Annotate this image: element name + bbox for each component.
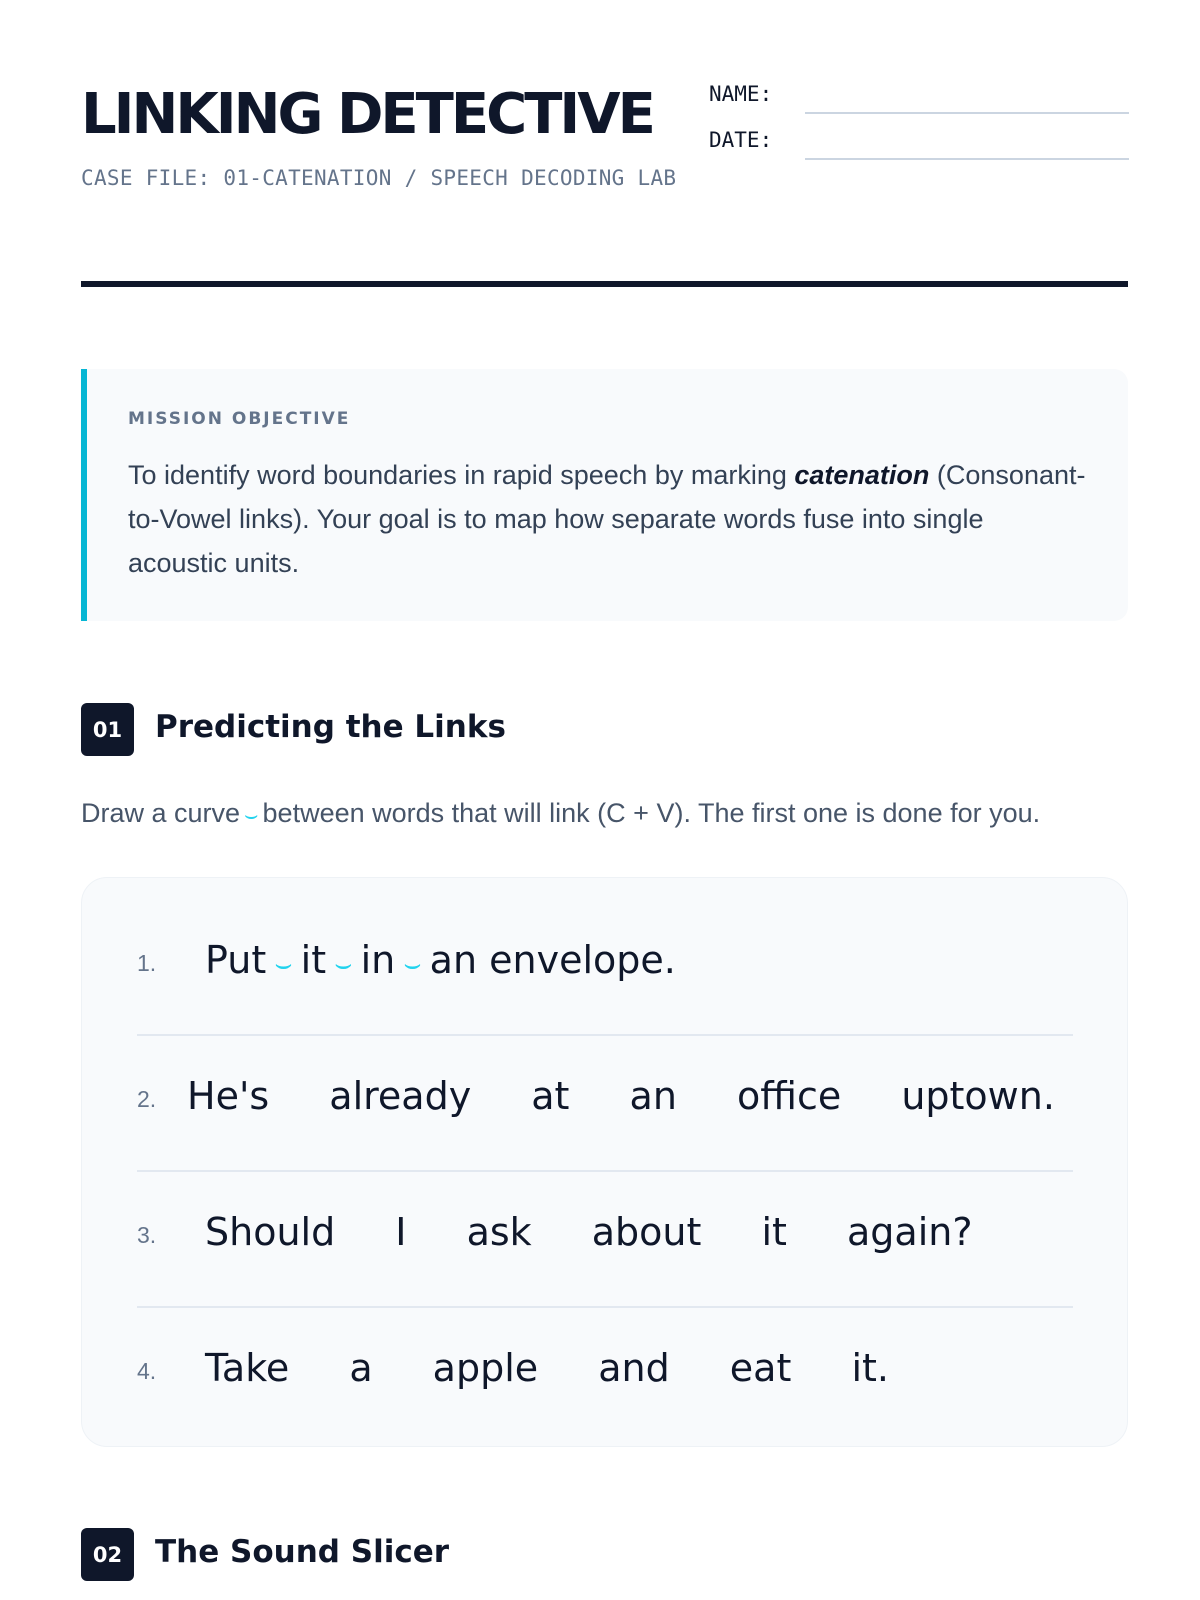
sentence[interactable]: He's already at an office uptown. [187, 1074, 1055, 1118]
link-curve-icon: ⌣ [334, 947, 353, 980]
word: an [429, 938, 478, 982]
word: envelope. [489, 938, 676, 982]
section-1-instructions [81, 798, 1131, 829]
item-number: 4. [137, 1358, 157, 1384]
date-line[interactable] [805, 158, 1129, 160]
link-curve-icon: ⌣ [244, 802, 259, 827]
page-title: LINKING DETECTIVE [81, 82, 653, 147]
mission-text [128, 453, 1088, 585]
word: it [300, 938, 327, 982]
item-number: 1. [137, 950, 157, 976]
date-field[interactable] [709, 126, 1129, 160]
exercise-row [137, 900, 1073, 1036]
exercise-row [137, 1036, 1073, 1172]
mission-objective-box [81, 369, 1128, 621]
instructions-before: Draw a curve [81, 798, 241, 828]
word: in [360, 938, 396, 982]
item-number: 2. [137, 1086, 157, 1112]
date-label: DATE: [709, 128, 773, 152]
exercise-card [81, 877, 1128, 1447]
link-curve-icon: ⌣ [274, 947, 293, 980]
section-title: The Sound Slicer [155, 1534, 450, 1570]
section-title: Predicting the Links [155, 709, 506, 745]
name-label: NAME: [709, 82, 773, 106]
instructions-after: between words that will link (C + V). The first one is done for you. [262, 798, 1041, 828]
word: Put [205, 938, 267, 982]
exercise-row [137, 1172, 1073, 1308]
mission-label: MISSION OBJECTIVE [128, 409, 351, 429]
item-number: 3. [137, 1222, 157, 1248]
name-field[interactable] [709, 80, 1129, 114]
sentence[interactable] [205, 938, 676, 982]
section-number-badge: 01 [81, 703, 134, 756]
sentence[interactable]: Should I ask about it again? [205, 1210, 973, 1254]
case-file-subtitle: CASE FILE: 01-CATENATION / SPEECH DECODING LAB [81, 166, 677, 190]
mission-text-after: (Consonant-to-Vowel links). Your goal is to map how separate words fuse into single acoustic units. [128, 460, 1086, 578]
link-curve-icon: ⌣ [403, 947, 422, 980]
sentence[interactable]: Take a apple and eat it. [205, 1346, 889, 1390]
exercise-row [137, 1308, 1073, 1444]
header-divider [81, 281, 1128, 287]
section-number-badge: 02 [81, 1528, 134, 1581]
name-line[interactable] [805, 112, 1129, 114]
mission-text-before: To identify word boundaries in rapid speech by marking [128, 460, 795, 490]
mission-emphasis: catenation [794, 460, 930, 490]
